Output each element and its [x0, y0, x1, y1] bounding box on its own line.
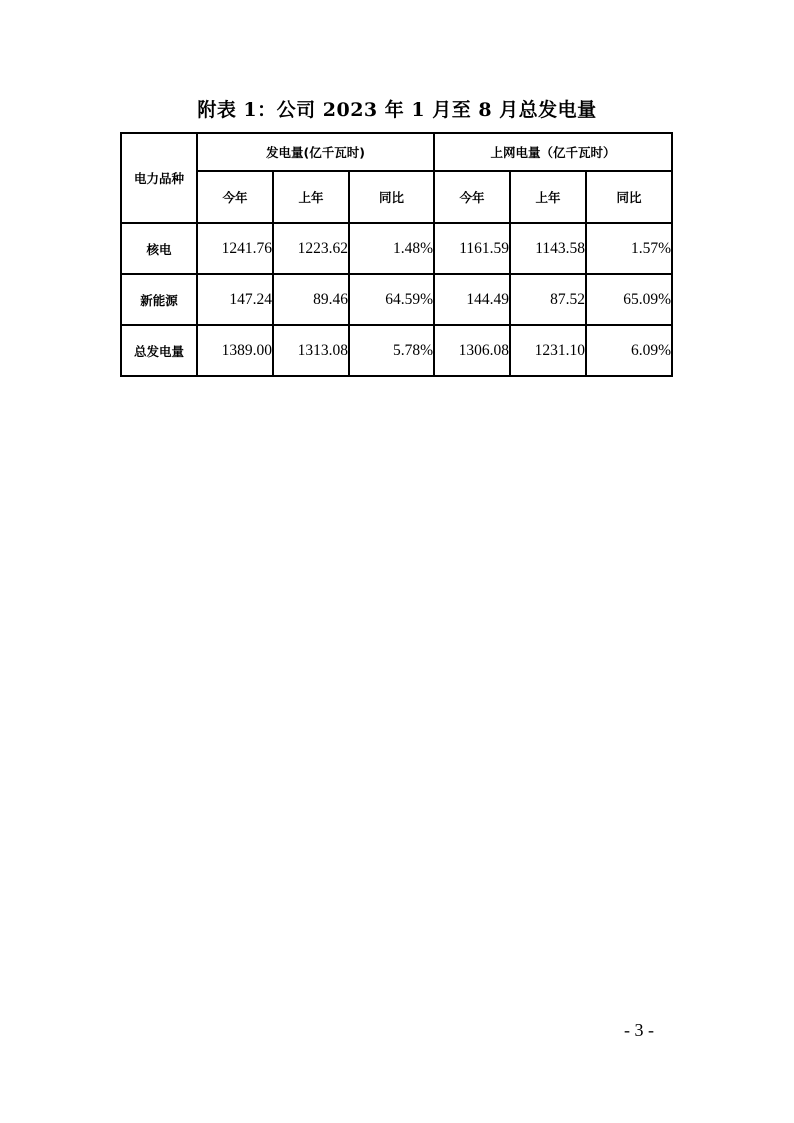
grid-last-year: 1143.58: [510, 223, 586, 274]
generation-last-year: 1313.08: [273, 325, 349, 376]
generation-yoy: 5.78%: [349, 325, 434, 376]
table-row: [121, 223, 672, 274]
grid-this-year: 1306.08: [434, 325, 510, 376]
page-title: 附表 1：公司 2023 年 1 月至 8 月总发电量: [197, 99, 597, 121]
grid-yoy: 65.09%: [586, 274, 672, 325]
col-header-grid-this-year: 今年: [434, 171, 510, 223]
generation-this-year: 1241.76: [197, 223, 273, 274]
row-label: 总发电量: [121, 325, 197, 376]
generation-this-year: 1389.00: [197, 325, 273, 376]
table-subheader-row: [121, 171, 672, 223]
group-header-generation: 发电量(亿千瓦时): [197, 133, 434, 171]
grid-this-year: 144.49: [434, 274, 510, 325]
table-row: [121, 274, 672, 325]
grid-last-year: 1231.10: [510, 325, 586, 376]
row-label: 核电: [121, 223, 197, 274]
generation-last-year: 89.46: [273, 274, 349, 325]
generation-yoy: 64.59%: [349, 274, 434, 325]
col-header-generation-last-year: 上年: [273, 171, 349, 223]
page-number: - 3 -: [624, 1020, 654, 1040]
grid-last-year: 87.52: [510, 274, 586, 325]
col-header-grid-last-year: 上年: [510, 171, 586, 223]
table-header-row: [121, 133, 672, 171]
table-row: [121, 325, 672, 376]
col-header-generation-yoy: 同比: [349, 171, 434, 223]
grid-yoy: 1.57%: [586, 223, 672, 274]
generation-last-year: 1223.62: [273, 223, 349, 274]
generation-yoy: 1.48%: [349, 223, 434, 274]
grid-this-year: 1161.59: [434, 223, 510, 274]
power-generation-table: [120, 132, 673, 377]
row-label: 新能源: [121, 274, 197, 325]
group-header-grid: 上网电量（亿千瓦时）: [434, 133, 672, 171]
row-header-power-type: 电力品种: [121, 133, 197, 223]
col-header-grid-yoy: 同比: [586, 171, 672, 223]
grid-yoy: 6.09%: [586, 325, 672, 376]
generation-this-year: 147.24: [197, 274, 273, 325]
col-header-generation-this-year: 今年: [197, 171, 273, 223]
